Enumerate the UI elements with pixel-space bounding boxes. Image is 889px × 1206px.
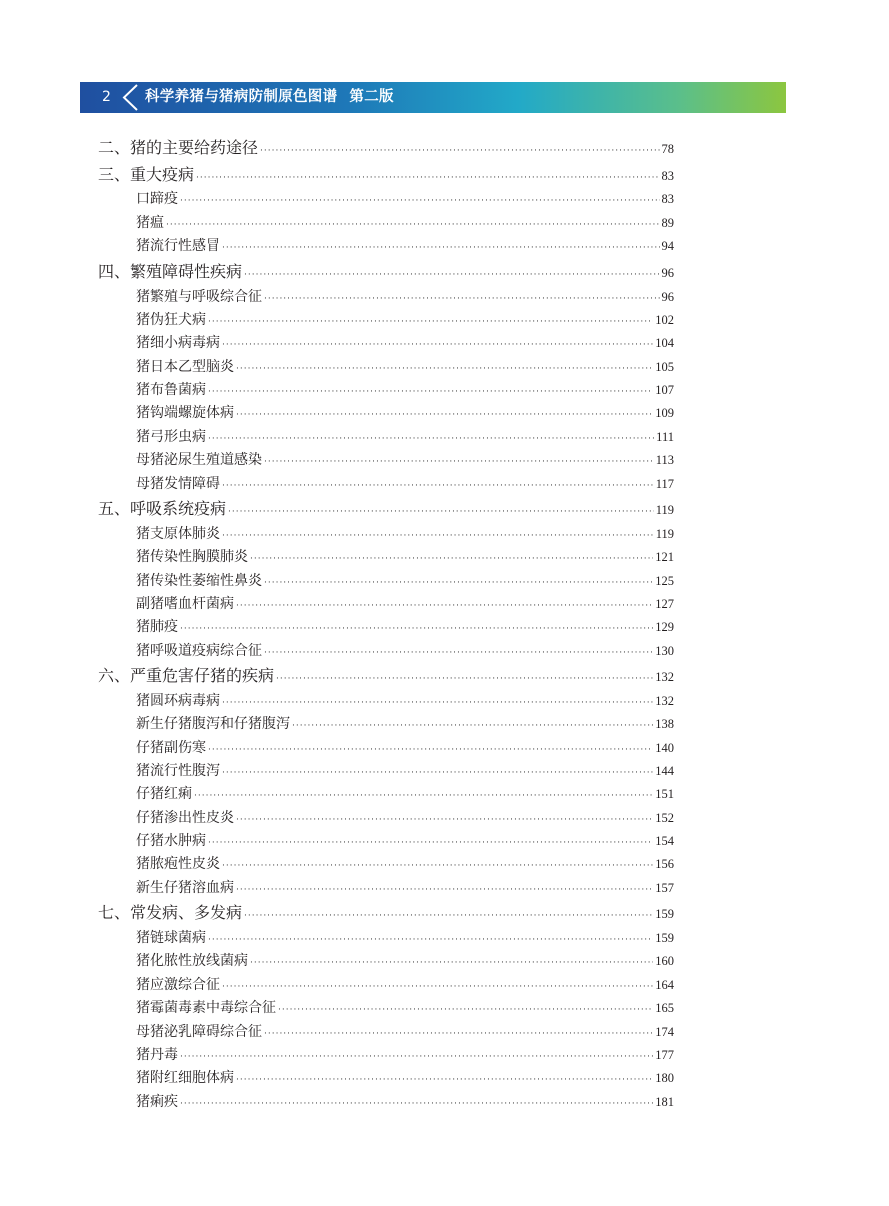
toc-page-number: 177 xyxy=(655,1048,674,1062)
dot-leader xyxy=(222,768,653,778)
toc-item[interactable] xyxy=(136,1067,674,1087)
toc-page-number: 154 xyxy=(655,834,674,848)
toc-label: 五、呼吸系统疫病 xyxy=(98,499,227,518)
toc-section[interactable] xyxy=(98,663,674,686)
dot-leader xyxy=(194,791,653,801)
toc-page-number: 104 xyxy=(655,336,674,350)
toc-label: 母猪发情障碍 xyxy=(136,476,220,492)
toc-label: 猪钩端螺旋体病 xyxy=(136,405,234,421)
toc-page-number: 94 xyxy=(661,239,674,253)
toc-page-number: 127 xyxy=(655,597,674,611)
toc-page-number: 89 xyxy=(661,216,674,230)
toc-label: 三、重大疫病 xyxy=(98,165,195,184)
toc-page-number: 129 xyxy=(655,620,674,634)
edition-label: 第二版 xyxy=(349,89,394,105)
toc-item[interactable] xyxy=(136,640,674,660)
toc-label: 七、常发病、多发病 xyxy=(98,903,243,922)
dot-leader xyxy=(264,294,660,304)
toc-label: 猪日本乙型脑炎 xyxy=(136,359,234,375)
toc-label: 猪细小病毒病 xyxy=(136,335,220,351)
dot-leader xyxy=(264,648,653,658)
toc-label: 猪脓疱性皮炎 xyxy=(136,856,220,872)
toc-item[interactable] xyxy=(136,570,674,590)
toc-page-number: 165 xyxy=(655,1001,674,1015)
toc-label: 新生仔猪腹泻和仔猪腹泻 xyxy=(136,716,290,732)
page-number: 2 xyxy=(102,89,111,105)
dot-leader xyxy=(264,578,653,588)
dot-leader xyxy=(236,1075,653,1085)
toc-item[interactable] xyxy=(136,286,674,306)
toc-page-number: 130 xyxy=(655,644,674,658)
dot-leader xyxy=(222,982,653,992)
toc-page-number: 96 xyxy=(661,266,674,280)
toc-page-number: 83 xyxy=(661,169,674,183)
toc-label: 猪应激综合征 xyxy=(136,977,220,993)
dot-leader xyxy=(236,815,653,825)
toc-page-number: 107 xyxy=(655,383,674,397)
toc-section[interactable] xyxy=(98,496,674,519)
dot-leader xyxy=(180,1099,653,1109)
dot-leader xyxy=(236,885,653,895)
toc-page-number: 125 xyxy=(655,574,674,588)
toc-page-number: 132 xyxy=(655,670,674,684)
toc-item[interactable] xyxy=(136,593,674,613)
toc-page-number: 140 xyxy=(655,741,674,755)
toc-page-number: 180 xyxy=(655,1071,674,1085)
toc-item[interactable] xyxy=(136,830,674,850)
toc-page-number: 119 xyxy=(655,527,674,541)
dot-leader xyxy=(264,457,654,467)
toc-label: 仔猪副伤寒 xyxy=(136,740,206,756)
dot-leader xyxy=(236,410,653,420)
toc-page-number: 132 xyxy=(655,694,674,708)
toc-item[interactable] xyxy=(136,188,674,208)
toc-section[interactable] xyxy=(98,900,674,923)
toc-label: 四、繁殖障碍性疾病 xyxy=(98,262,243,281)
dot-leader xyxy=(236,601,653,611)
toc-label: 猪繁殖与呼吸综合征 xyxy=(136,289,262,305)
toc-label: 猪传染性萎缩性鼻炎 xyxy=(136,573,262,589)
dot-leader xyxy=(208,838,653,848)
toc-label: 口蹄疫 xyxy=(136,191,178,207)
toc-item[interactable] xyxy=(136,546,674,566)
toc-page-number: 157 xyxy=(655,881,674,895)
toc-item[interactable] xyxy=(136,877,674,897)
toc-label: 母猪泌尿生殖道感染 xyxy=(136,452,262,468)
dot-leader xyxy=(250,958,653,968)
toc-section[interactable] xyxy=(98,259,674,282)
toc-page-number: 138 xyxy=(655,717,674,731)
toc-page-number: 156 xyxy=(655,857,674,871)
toc-label: 猪瘟 xyxy=(136,215,164,231)
dot-leader xyxy=(208,434,654,444)
toc-page-number: 117 xyxy=(655,477,674,491)
dot-leader xyxy=(292,721,653,731)
toc-item[interactable] xyxy=(136,309,674,329)
dot-leader xyxy=(260,146,659,156)
toc-page-number: 159 xyxy=(655,931,674,945)
toc-label: 仔猪水肿病 xyxy=(136,833,206,849)
toc-item[interactable] xyxy=(136,332,674,352)
toc-page-number: 159 xyxy=(655,907,674,921)
toc-page-number: 152 xyxy=(655,811,674,825)
toc-item[interactable] xyxy=(136,690,674,710)
dot-leader xyxy=(208,387,653,397)
toc-label: 猪附红细胞体病 xyxy=(136,1070,234,1086)
toc-item[interactable] xyxy=(136,523,674,543)
toc-item[interactable] xyxy=(136,783,674,803)
dot-leader xyxy=(222,698,653,708)
dot-leader xyxy=(276,674,653,684)
toc-page-number: 160 xyxy=(655,954,674,968)
toc-label: 猪霉菌毒素中毒综合征 xyxy=(136,1000,276,1016)
toc-page-number: 164 xyxy=(655,978,674,992)
toc-label: 新生仔猪溶血病 xyxy=(136,880,234,896)
dot-leader xyxy=(180,1052,653,1062)
toc-item[interactable] xyxy=(136,1021,674,1041)
toc-item[interactable] xyxy=(136,616,674,636)
toc-item[interactable] xyxy=(136,853,674,873)
toc-label: 猪链球菌病 xyxy=(136,930,206,946)
toc-page-number: 113 xyxy=(655,453,674,467)
toc-item[interactable] xyxy=(136,402,674,422)
toc-page-number: 78 xyxy=(661,142,674,156)
toc-item[interactable] xyxy=(136,379,674,399)
toc-item[interactable] xyxy=(136,1091,674,1111)
toc-label: 猪传染性胸膜肺炎 xyxy=(136,549,248,565)
toc-page-number: 121 xyxy=(655,550,674,564)
dot-leader xyxy=(166,220,660,230)
toc-page-number: 151 xyxy=(655,787,674,801)
toc-item[interactable] xyxy=(136,927,674,947)
toc-page-number: 111 xyxy=(656,430,674,444)
toc-page-number: 174 xyxy=(655,1025,674,1039)
dot-leader xyxy=(208,935,653,945)
book-title-text: 科学养猪与猪病防制原色图谱 xyxy=(145,89,338,105)
dot-leader xyxy=(264,1029,653,1039)
toc-section[interactable] xyxy=(98,135,674,158)
dot-leader xyxy=(180,196,660,206)
toc-item[interactable] xyxy=(136,473,674,493)
toc-label: 仔猪红痢 xyxy=(136,786,192,802)
toc-page-number: 144 xyxy=(655,764,674,778)
toc-label: 猪肺疫 xyxy=(136,619,178,635)
toc-label: 猪痢疾 xyxy=(136,1094,178,1110)
toc-label: 猪丹毒 xyxy=(136,1047,178,1063)
toc-item[interactable] xyxy=(136,1044,674,1064)
dot-leader xyxy=(244,270,659,280)
toc-item[interactable] xyxy=(136,760,674,780)
toc-label: 猪支原体肺炎 xyxy=(136,526,220,542)
toc-page-number: 109 xyxy=(655,406,674,420)
dot-leader xyxy=(222,340,653,350)
toc-item[interactable] xyxy=(136,212,674,232)
toc-item[interactable] xyxy=(136,235,674,255)
dot-leader xyxy=(236,364,653,374)
book-title xyxy=(145,82,394,113)
toc-label: 猪流行性腹泻 xyxy=(136,763,220,779)
toc-item[interactable] xyxy=(136,449,674,469)
toc-item[interactable] xyxy=(136,974,674,994)
dot-leader xyxy=(208,745,653,755)
toc-item[interactable] xyxy=(136,426,674,446)
toc-label: 猪伪狂犬病 xyxy=(136,312,206,328)
toc-label: 六、严重危害仔猪的疾病 xyxy=(98,666,275,685)
toc-label: 母猪泌乳障碍综合征 xyxy=(136,1024,262,1040)
toc-page-number: 96 xyxy=(661,290,674,304)
dot-leader xyxy=(180,624,653,634)
toc-label: 猪呼吸道疫病综合征 xyxy=(136,643,262,659)
toc-item[interactable] xyxy=(136,950,674,970)
dot-leader xyxy=(244,911,653,921)
dot-leader xyxy=(222,481,654,491)
toc-label: 二、猪的主要给药途径 xyxy=(98,138,259,157)
toc-item[interactable] xyxy=(136,713,674,733)
running-header xyxy=(80,82,786,113)
toc-page-number: 181 xyxy=(655,1095,674,1109)
toc-label: 猪弓形虫病 xyxy=(136,429,206,445)
toc-item[interactable] xyxy=(136,356,674,376)
toc-label: 猪圆环病毒病 xyxy=(136,693,220,709)
toc-label: 仔猪渗出性皮炎 xyxy=(136,810,234,826)
toc-page-number: 102 xyxy=(655,313,674,327)
dot-leader xyxy=(222,861,653,871)
toc-section[interactable] xyxy=(98,162,674,185)
toc-label: 猪流行性感冒 xyxy=(136,238,220,254)
dot-leader xyxy=(278,1005,653,1015)
toc-label: 猪布鲁菌病 xyxy=(136,382,206,398)
toc-label: 副猪嗜血杆菌病 xyxy=(136,596,234,612)
toc-page-number: 105 xyxy=(655,360,674,374)
toc-item[interactable] xyxy=(136,807,674,827)
toc-page-number: 83 xyxy=(661,192,674,206)
toc-item[interactable] xyxy=(136,997,674,1017)
dot-leader xyxy=(228,507,654,517)
dot-leader xyxy=(222,243,660,253)
dot-leader xyxy=(196,173,659,183)
dot-leader xyxy=(208,317,653,327)
toc-page-number: 119 xyxy=(655,503,674,517)
toc-label: 猪化脓性放线菌病 xyxy=(136,953,248,969)
dot-leader xyxy=(222,531,654,541)
chevron-left-icon xyxy=(120,84,142,111)
toc-item[interactable] xyxy=(136,737,674,757)
dot-leader xyxy=(250,554,653,564)
